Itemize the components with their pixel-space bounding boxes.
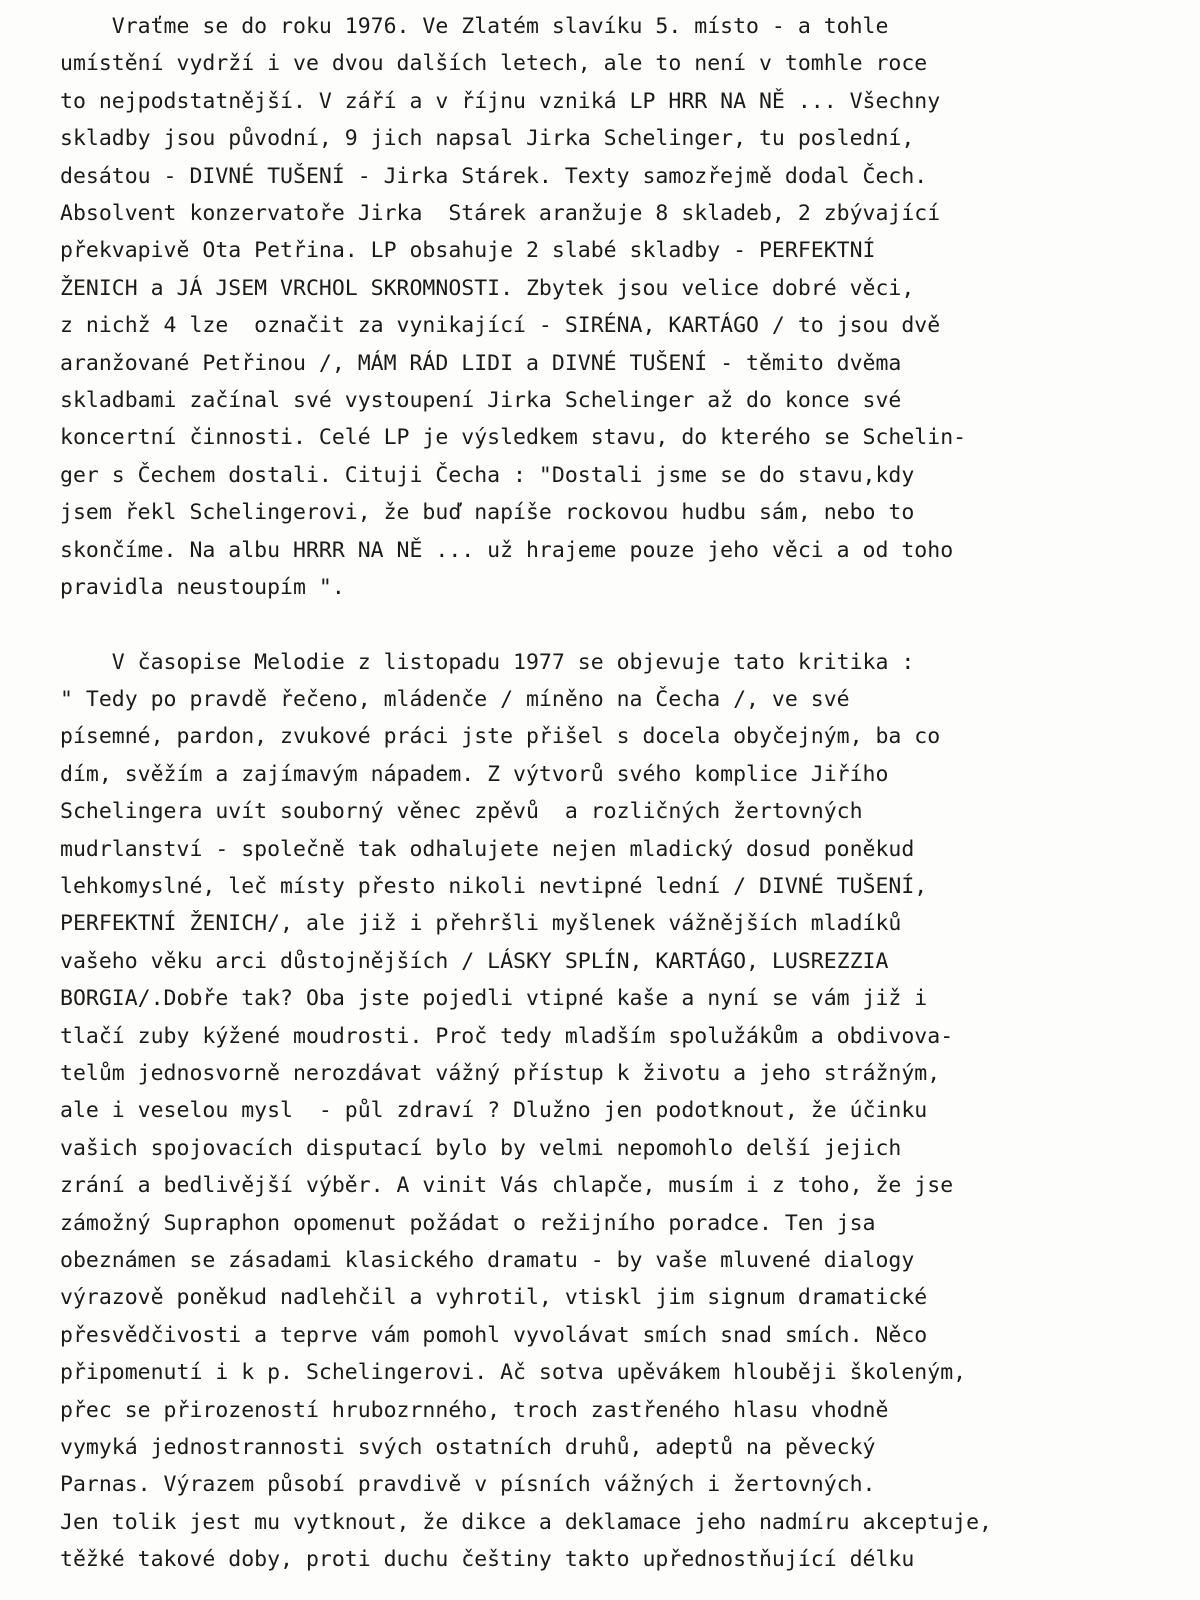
text-line: " Tedy po pravdě řečeno, mládenče / míněno na Čecha /, ve své	[60, 686, 850, 712]
text-line: připomenutí i k p. Schelingerovi. Ač sotva upěvákem hlouběji školeným,	[60, 1360, 967, 1386]
text-line: přesvědčivosti a teprve vám pomohl vyvolávat smích snad smích. Něco	[60, 1322, 928, 1348]
text-line: V časopise Melodie z listopadu 1977 se objevuje tato kritika :	[60, 649, 915, 675]
text-line: písemné, pardon, zvukové práci jste přišel s docela obyčejným, ba co	[60, 724, 941, 750]
text-line: Parnas. Výrazem působí pravdivě v písních vážných i žertovných.	[60, 1472, 876, 1498]
text-line: Absolvent konzervatoře Jirka Stárek aranžuje 8 skladeb, 2 zbývající	[60, 201, 941, 227]
text-line: ger s Čechem dostali. Cituji Čecha : "Dostali jsme se do stavu,kdy	[60, 462, 915, 488]
text-line: zrání a bedlivější výběr. A vinit Vás chlapče, musím i z toho, že jse	[60, 1173, 954, 1199]
text-line: Vraťme se do roku 1976. Ve Zlatém slavíku 5. místo - a tohle	[60, 14, 889, 39]
paragraph-1976-album	[60, 8, 1180, 607]
text-line: tlačí zuby kýžené moudrosti. Proč tedy mladším spolužákům a obdivova-	[60, 1023, 954, 1049]
text-line: desátou - DIVNÉ TUŠENÍ - Jirka Stárek. Texty samozřejmě dodal Čech.	[60, 163, 928, 189]
text-line: těžké takové doby, proti duchu češtiny takto upřednostňující délku	[60, 1547, 915, 1573]
text-line: umístění vydrží i ve dvou dalších letech, ale to není v tomhle roce	[60, 51, 928, 77]
text-line: Schelingera uvít souborný věnec zpěvů a rozličných žertovných	[60, 799, 863, 825]
text-line: to nejpodstatnější. V září a v říjnu vzniká LP HRR NA NĚ ... Všechny	[60, 88, 941, 114]
text-line: Jen tolik jest mu vytknout, že dikce a deklamace jeho nadmíru akceptuje,	[60, 1509, 992, 1535]
text-line: z nichž 4 lze označit za vynikající - SIRÉNA, KARTÁGO / to jsou dvě	[60, 313, 941, 339]
text-line: obeznámen se zásadami klasického dramatu - by vaše mluvené dialogy	[60, 1248, 915, 1273]
text-line: překvapivě Ota Petřina. LP obsahuje 2 slabé skladby - PERFEKTNÍ	[60, 238, 876, 264]
text-line: lehkomyslné, leč místy přesto nikoli nevtipné lední / DIVNÉ TUŠENÍ,	[60, 873, 928, 899]
text-line: vymyká jednostrannosti svých ostatních druhů, adeptů na pěvecký	[60, 1435, 876, 1461]
text-line: zámožný Supraphon opomenut požádat o režijního poradce. Ten jsa	[60, 1210, 876, 1236]
text-line: mudrlanství - společně tak odhalujete nejen mladický dosud poněkud	[60, 836, 915, 862]
text-line: ale i veselou mysl - půl zdraví ? Dlužno jen podotknout, že účinku	[60, 1098, 928, 1124]
text-line: ŽENICH a JÁ JSEM VRCHOL SKROMNOSTI. Zbytek jsou velice dobré věci,	[60, 275, 915, 301]
text-line: aranžované Petřinou /, MÁM RÁD LIDI a DIVNÉ TUŠENÍ - těmito dvěma	[60, 350, 902, 376]
document-text	[60, 8, 1180, 1579]
text-line: výrazově poněkud nadlehčil a vyhrotil, vtiskl jim signum dramatické	[60, 1285, 928, 1311]
text-line: pravidla neustoupím ".	[60, 575, 345, 601]
text-line: skladbami začínal své vystoupení Jirka Schelinger až do konce své	[60, 388, 902, 414]
text-line: PERFEKTNÍ ŽENICH/, ale již i přehršli myšlenek vážnějších mladíků	[60, 911, 902, 937]
text-line: BORGIA/.Dobře tak? Oba jste pojedli vtipné kaše a nyní se vám již i	[60, 986, 928, 1012]
text-line: dím, svěžím a zajímavým nápadem. Z výtvorů svého komplice Jiřího	[60, 761, 889, 787]
text-line: koncertní činnosti. Celé LP je výsledkem stavu, do kterého se Schelin-	[60, 425, 967, 451]
text-line: přec se přirozeností hrubozrnného, troch zastřeného hlasu vhodně	[60, 1397, 889, 1423]
text-line: vašeho věku arci důstojnějších / LÁSKY SPLÍN, KARTÁGO, LUSREZZIA	[60, 948, 889, 974]
paragraph-melodie-review	[60, 644, 1180, 1579]
text-line: vašich spojovacích disputací bylo by velmi nepomohlo delší jejich	[60, 1135, 902, 1161]
text-line: jsem řekl Schelingerovi, že buď napíše rockovou hudbu sám, nebo to	[60, 500, 915, 526]
text-line: skončíme. Na albu HRRR NA NĚ ... už hrajeme pouze jeho věci a od toho	[60, 537, 954, 563]
text-line: telům jednosvorně nerozdávat vážný přístup k životu a jeho strážným,	[60, 1060, 941, 1086]
text-line: skladby jsou původní, 9 jich napsal Jirka Schelinger, tu poslední,	[60, 126, 915, 152]
